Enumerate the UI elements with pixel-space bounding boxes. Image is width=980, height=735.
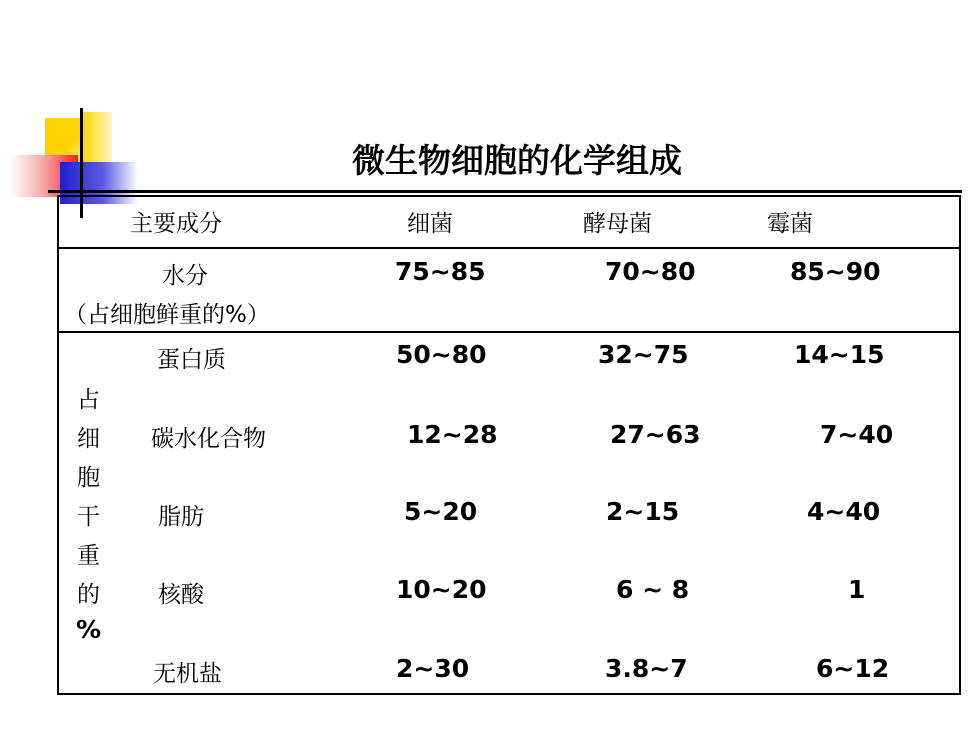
row-name: 蛋白质 [157,347,226,373]
water-label: 水分 [162,263,208,289]
row-bacteria: 2~30 [396,654,470,683]
dry-label-char: 占 [77,387,100,413]
dry-label-char: 干 [77,504,100,530]
row-name: 脂肪 [158,504,204,530]
row-name: 碳水化合物 [151,426,266,452]
row-yeast: 3.8~7 [605,654,688,683]
dry-label-char: 细 [77,426,100,452]
row-bacteria: 12~28 [407,420,498,449]
row-mold: 7~40 [820,420,894,449]
row-bacteria: 10~20 [396,575,487,604]
row-bacteria: 5~20 [404,497,478,526]
water-sublabel: （占细胞鲜重的%） [64,302,270,328]
water-mold: 85~90 [790,257,881,286]
row-yeast: 2~15 [606,497,680,526]
row-name: 核酸 [158,582,204,608]
row-mold: 1 [848,575,866,604]
row-name: 无机盐 [153,661,222,687]
slide-title: 微生物细胞的化学组成 [352,141,682,180]
header-bacteria: 细菌 [407,211,453,237]
dry-label-char: 的 [77,582,100,608]
row-bacteria: 50~80 [396,340,487,369]
table-divider-header [57,247,961,249]
dry-label-char: % [76,615,102,644]
dry-label-char: 胞 [77,465,100,491]
row-yeast: 32~75 [598,340,689,369]
header-yeast: 酵母菌 [583,211,652,237]
header-component: 主要成分 [130,211,222,237]
decor-horizontal-line [48,190,962,193]
header-mold: 霉菌 [767,211,813,237]
row-yeast: 27~63 [610,420,701,449]
water-bacteria: 75~85 [395,257,486,286]
table-divider-water [57,331,961,333]
dry-label-char: 重 [77,543,100,569]
water-yeast: 70~80 [605,257,696,286]
row-mold: 14~15 [794,340,885,369]
row-mold: 4~40 [807,497,881,526]
row-mold: 6~12 [816,654,890,683]
row-yeast: 6 ~ 8 [616,575,690,604]
